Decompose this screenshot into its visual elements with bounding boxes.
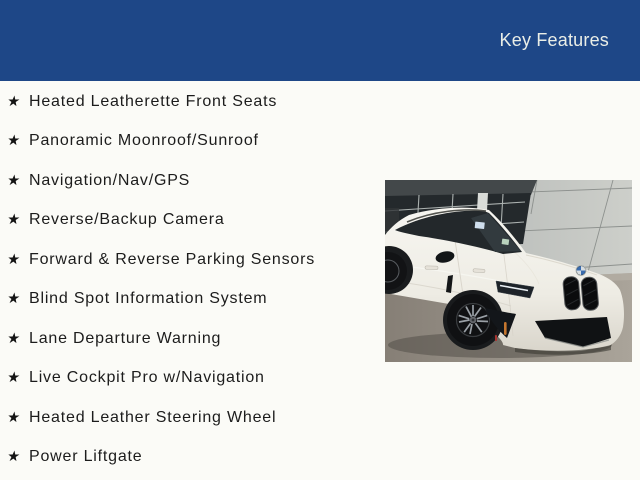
vehicle-photo-illustration <box>385 180 632 362</box>
windshield-sticker-small <box>502 239 510 245</box>
star-bullet-icon: ★ <box>5 330 22 347</box>
feature-label: Panoramic Moonroof/Sunroof <box>29 132 259 150</box>
feature-item <box>0 438 380 478</box>
feature-label: Navigation/Nav/GPS <box>29 171 191 189</box>
page-title: Key Features <box>499 30 609 50</box>
door-handle <box>473 269 485 273</box>
feature-item <box>0 319 380 359</box>
header-bar <box>0 0 640 81</box>
vehicle-photo <box>385 180 632 362</box>
feature-label: Power Liftgate <box>29 448 143 466</box>
door-handle <box>425 266 438 270</box>
star-bullet-icon: ★ <box>5 409 22 426</box>
star-bullet-icon: ★ <box>5 93 22 110</box>
star-bullet-icon: ★ <box>5 370 22 387</box>
star-bullet-icon: ★ <box>5 291 22 308</box>
feature-item <box>0 82 380 122</box>
star-bullet-icon: ★ <box>5 449 22 466</box>
windshield-sticker <box>475 222 485 229</box>
star-bullet-icon: ★ <box>5 172 22 189</box>
side-marker <box>504 322 507 335</box>
red-accent <box>495 335 497 341</box>
star-bullet-icon: ★ <box>5 212 22 229</box>
feature-label: Forward & Reverse Parking Sensors <box>29 250 316 268</box>
feature-label: Live Cockpit Pro w/Navigation <box>29 369 265 387</box>
star-bullet-icon: ★ <box>5 133 22 150</box>
feature-item <box>0 280 380 320</box>
features-list <box>0 82 380 477</box>
feature-item <box>0 161 380 201</box>
feature-label: Blind Spot Information System <box>29 290 268 308</box>
feature-item <box>0 240 380 280</box>
feature-label: Heated Leatherette Front Seats <box>29 92 278 110</box>
feature-label: Heated Leather Steering Wheel <box>29 408 277 426</box>
star-bullet-icon: ★ <box>5 251 22 268</box>
feature-item <box>0 201 380 241</box>
feature-item <box>0 398 380 438</box>
feature-item <box>0 359 380 399</box>
feature-label: Reverse/Backup Camera <box>29 211 225 229</box>
feature-label: Lane Departure Warning <box>29 329 222 347</box>
bmw-roundel-icon <box>576 266 586 276</box>
feature-item <box>0 122 380 162</box>
